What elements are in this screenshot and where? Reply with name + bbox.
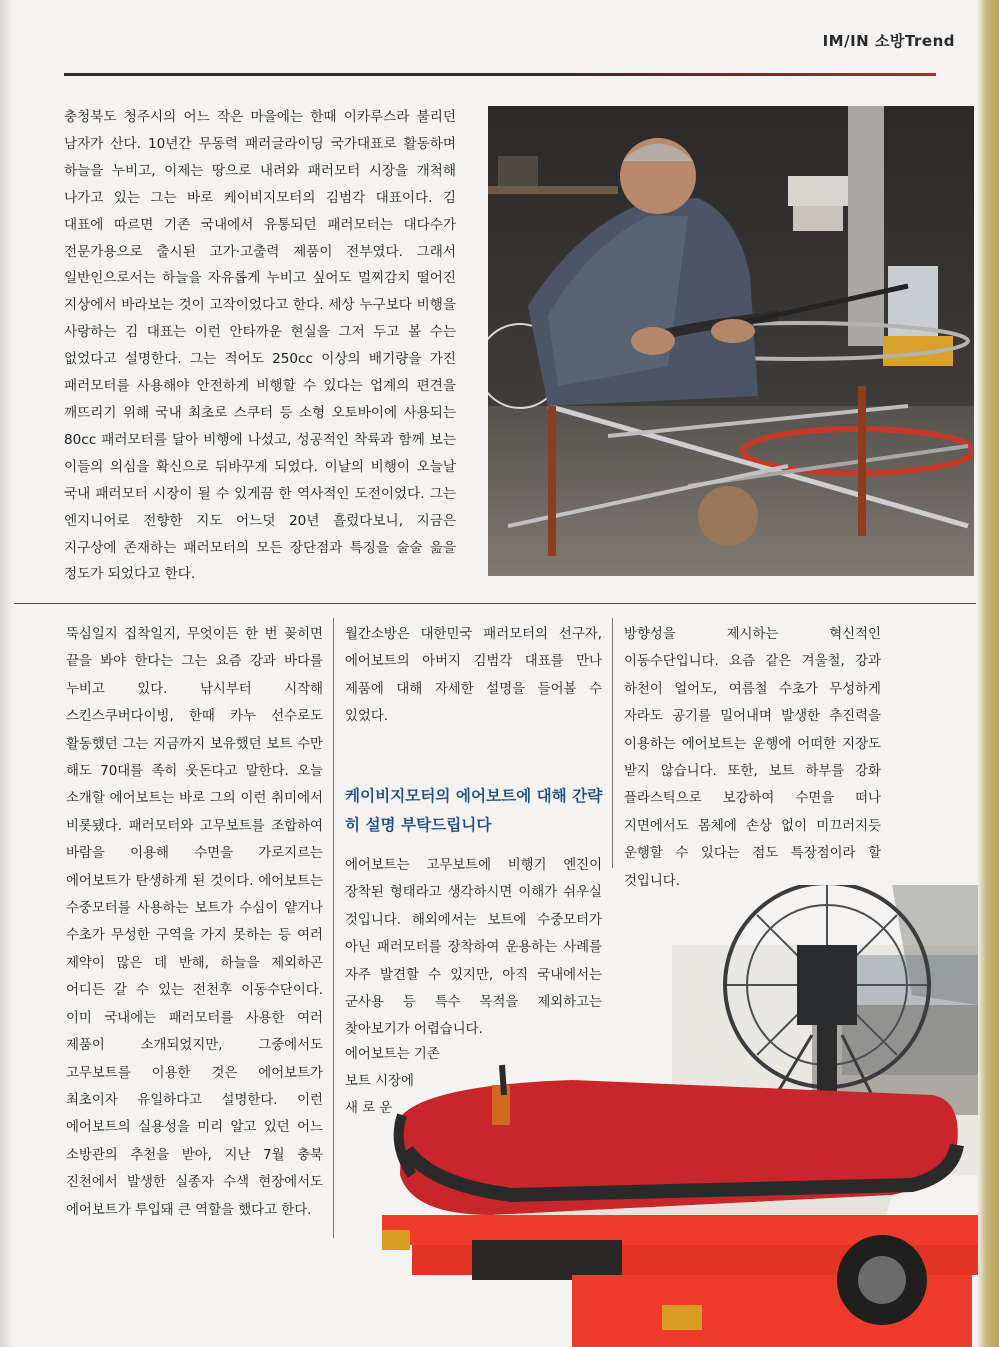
header-rule [64,73,936,76]
interview-question: 케이비지모터의 에어보트에 대해 간략히 설명 부탁드립니다 [345,787,603,834]
column-3-text: 방향성을 제시하는 혁신적인 이동수단입니다. 요즘 같은 겨울철, 강과 하천이 얼어도, 여름철 수초가 무성하게 자라도 공기를 밀어내며 발생한 추진력을 이용하는 에어보트는 운행에 어떠한 지장도 받지 않습니다. 또한, 보트 하부를 강화 플라스틱으로 보강하여 수면을 떠나 지면에서도 몸체에 손상 없이 미끄러지듯 운행할 수 있다는 점도 특장점이라 할 것입니다. [624,627,881,889]
interview-answer: 에어보트는 고무보트에 비행기 엔진이 장착된 형태라고 생각하시면 이해가 쉬우실 것입니다. 해외에서는 보트에 수중모터가 아닌 패러모터를 장착하여 운용하는 사례를 자주 발견할 수 있지만, 아직 국내에서는 군사용 등 특수 목적을 제외하고는 찾아보기가 어렵습니다. [345,858,602,1038]
workshop-photo-illustration [488,106,974,576]
answer-continued-line: 새 로 운 [345,1101,393,1116]
section-title: IM/IN 소방Trend [822,32,955,50]
airboat-illustration [372,885,978,1347]
page-edge [977,0,999,1347]
column-rule [333,618,334,1238]
answer-continued-line: 보트 시장에 [345,1074,414,1089]
section-divider [14,603,976,604]
intro-paragraph: 충청북도 청주시의 어느 작은 마을에는 한때 이카루스라 불리던 남자가 산다. 10년간 무동력 패러글라이딩 국가대표로 활동하며 하늘을 누비고, 이제는 땅으로 내려와 패러모터 시장을 개척해 나가고 있는 그는 바로 케이비지모터의 김범각 대표이다. 김 대표에 따르면 기존 국내에서 유통되던 패러모터는 대다수가 전문가용으로 출시된 고가·고출력 제품이 전부였다. 그래서 일반인으로서는 하늘을 자유롭게 누비고 싶어도 멀찌감치 떨어진 지상에서 바라보는 것이 고작이었다고 한다. 세상 누구보다 비행을 사랑하는 김 대표는 이런 안타까운 현실을 그저 두고 볼 수는 없었다고 설명한다. 그는 적어도 250cc 이상의 배기량을 가진 패러모터를 사용해야 안전하게 비행할 수 있다는 업계의 편견을 깨뜨리기 위해 국내 최초로 스쿠터 등 소형 오토바이에 사용되는 80cc 패러모터를 달아 비행에 나섰고, 성공적인 착륙과 함께 보는 이들의 의심을 확신으로 뒤바꾸게 되었다. 이날의 비행이 오늘날 국내 패러모터 시장이 될 수 있게끔 한 역사적인 도전이었다. 그는 엔지니어로 전향한 지도 어느덧 20년 흘렀다보니, 지금은 지구상에 존재하는 패러모터의 모든 장단점과 특징을 술술 읊을 정도가 되었다고 한다. [64,109,456,583]
airboat-photo [372,885,978,1347]
binding-shadow [0,0,14,1347]
column-rule [612,618,613,868]
answer-continued-line: 에어보트는 기존 [345,1047,440,1062]
column-1-text: 뚝심일지 집착일지, 무엇이든 한 번 꽂히면 끝을 봐야 한다는 그는 요즘 강과 바다를 누비고 있다. 낚시부터 시작해 스킨스쿠버다이빙, 한때 카누 선수로도 활동했던 그는 지금까지 보유했던 보트 수만 해도 70대를 족히 웃돈다고 말한다. 오늘 소개할 에어보트는 바로 그의 이런 취미에서 비롯됐다. 패러모터와 고무보트를 조합하여 바람을 이용해 수면을 가로지르는 에어보트가 탄생하게 된 것이다. 에어보트는 수중모터를 사용하는 보트가 수심이 얕거나 수초가 무성한 구역을 가지 못하는 등 여러 제약이 많은 데 반해, 하늘을 제외하곤 어디든 갈 수 있는 전천후 이동수단이다. 이미 국내에는 패러모터를 사용한 여러 제품이 소개되었지만, 그중에서도 고무보트를 이용한 것은 에어보트가 최초이자 유일하다고 설명한다. 이런 에어보트의 실용성을 미리 알고 있던 어느 소방관의 추천을 받아, 지난 7월 충북 진천에서 발생한 실종자 수색 현장에서도 에어보트가 투입돼 큰 역할을 했다고 한다. [66,627,323,1218]
workshop-photo [488,106,974,576]
column-2-text: 월간소방은 대한민국 패러모터의 선구자, 에어보트의 아버지 김범각 대표를 만나 제품에 대해 자세한 설명을 들어볼 수 있었다. [345,627,602,725]
